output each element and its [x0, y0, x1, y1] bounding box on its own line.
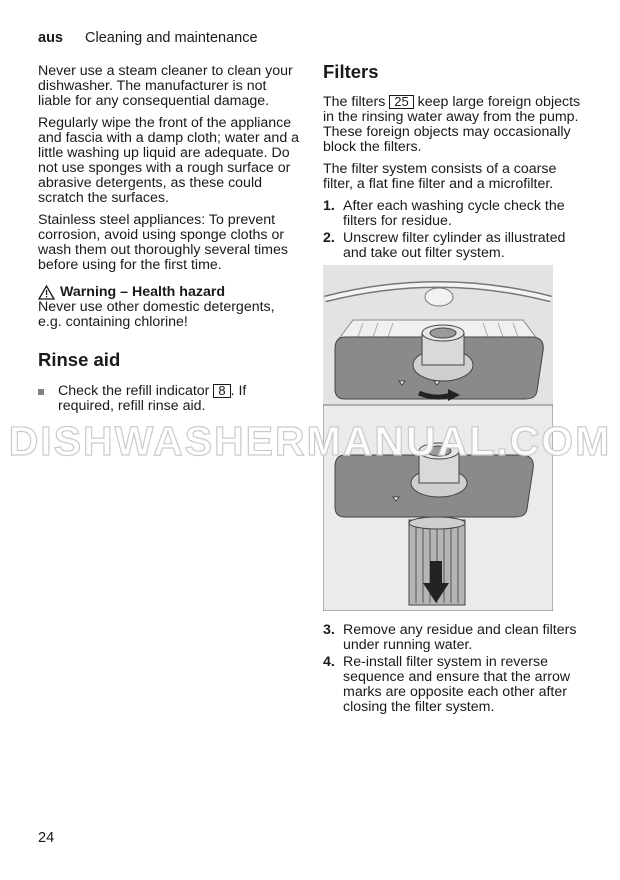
ref-box: 25: [389, 95, 413, 109]
filters-heading: Filters: [323, 61, 379, 82]
page-number: 24: [38, 830, 55, 846]
warning-title-text: Warning – Health hazard: [60, 284, 226, 300]
steps-list-top: [323, 199, 585, 261]
warning-text: Never use other domestic detergents, e.g. containing chlorine!: [38, 299, 275, 330]
right-column: [323, 61, 585, 263]
step-item: [323, 231, 585, 261]
step-text: Re-install filter system in reverse sequence and ensure that the arrow marks are opposite each other after closing the filter system.: [343, 654, 571, 715]
step-text: Remove any residue and clean filters under running water.: [343, 622, 577, 653]
wipe-front-paragraph: Regularly wipe the front of the appliance and fascia with a damp cloth; water and a little washing up liquid are adequate. Do not use sponges with a rough surface or abrasive detergents, as these could scratch the surfaces.: [38, 115, 300, 206]
header-brand: aus: [38, 30, 63, 46]
watermark: DISHWASHERMANUAL.COM: [8, 418, 612, 464]
steps-list-bottom: [323, 623, 585, 717]
filters-intro: The filters 25 keep large foreign objects in the rinsing water away from the pump. These foreign objects may occasionally block the filters.: [323, 94, 581, 155]
steam-cleaner-paragraph: Never use a steam cleaner to clean your dishwasher. The manufacturer is not liable for any consequential damage.: [38, 63, 293, 109]
step-number: 3.: [323, 622, 335, 638]
step-item: [323, 623, 585, 653]
header-section: Cleaning and maintenance: [85, 30, 258, 46]
rinse-aid-list: [38, 384, 300, 414]
step-item: [323, 655, 585, 715]
ref-box: 8: [213, 384, 230, 398]
warning-title: [38, 285, 300, 300]
step-number: 2.: [323, 230, 335, 246]
filter-system-paragraph: The filter system consists of a coarse filter, a flat fine filter and a microfilter.: [323, 161, 557, 192]
left-column: [38, 64, 300, 416]
step-number: 1.: [323, 198, 335, 214]
step-item: [323, 199, 585, 229]
step-number: 4.: [323, 654, 335, 670]
rinse-aid-heading: Rinse aid: [38, 349, 121, 370]
bullet-square-icon: [38, 384, 58, 414]
step-text: After each washing cycle check the filters for residue.: [343, 198, 565, 229]
running-header: [38, 30, 258, 46]
warning-triangle-icon: [38, 285, 55, 300]
step-text: Unscrew filter cylinder as illustrated and take out filter system.: [343, 230, 566, 261]
list-item: Check the refill indicator 8 . If required, refill rinse aid.: [38, 384, 300, 414]
stainless-steel-paragraph: Stainless steel appliances: To prevent corrosion, avoid using sponge cloths or wash them out thoroughly several times before using for the first time.: [38, 212, 288, 273]
